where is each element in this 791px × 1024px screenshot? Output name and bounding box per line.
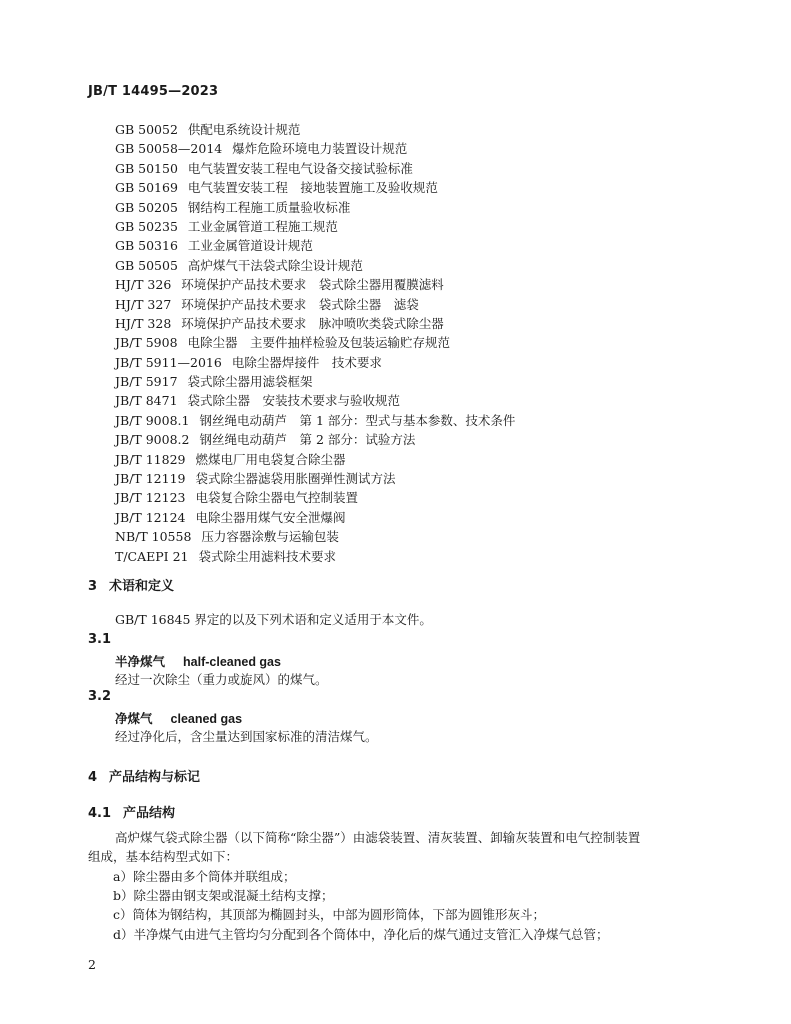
reference-code: GB 50052 <box>115 122 178 137</box>
section-3-intro: GB/T 16845 界定的以及下列术语和定义适用于本文件。 <box>115 612 432 627</box>
reference-code: NB/T 10558 <box>115 529 192 545</box>
reference-title: 电气装置安装工程 接地装置施工及验收规范 <box>187 180 438 196</box>
term-english: cleaned gas <box>170 712 243 726</box>
reference-code: JB/T 12123 <box>115 490 186 506</box>
reference-title: 袋式除尘用滤料技术要求 <box>198 548 337 564</box>
reference-code: GB 50316 <box>115 238 178 254</box>
reference-code: JB/T 9008.1 <box>115 412 190 428</box>
subsection-title: 产品结构 <box>123 806 176 821</box>
reference-code: T/CAEPI 21 <box>115 548 189 564</box>
reference-title: 钢结构工程施工质量验收标准 <box>187 199 351 215</box>
reference-title: 工业金属管道工程施工规范 <box>187 218 338 234</box>
reference-code: GB 50058—2014 <box>115 141 223 157</box>
reference-title: 钢丝绳电动葫芦 第 2 部分：试验方法 <box>199 432 416 448</box>
reference-item <box>115 508 515 527</box>
reference-title: 钢丝绳电动葫芦 第 1 部分：型式与基本参数、技术条件 <box>199 412 516 428</box>
reference-code: HJ/T 327 <box>115 296 172 312</box>
reference-item <box>115 430 515 449</box>
section-number: 3 <box>88 579 98 594</box>
list-item: b）除尘器由钢支架或混凝土结构支撑； <box>113 888 334 904</box>
reference-item <box>115 450 515 469</box>
reference-item <box>115 391 515 410</box>
structure-paragraph-line1: 高炉煤气袋式除尘器（以下简称“除尘器”）由滤袋装置、清灰装置、卸输灰装置和电气控制装置 <box>115 830 641 845</box>
reference-item <box>115 353 515 372</box>
reference-code: JB/T 12124 <box>115 509 186 525</box>
reference-code: JB/T 5917 <box>115 374 178 390</box>
term-chinese: 半净煤气 <box>115 654 166 669</box>
reference-item <box>115 333 515 352</box>
reference-code: JB/T 5908 <box>115 335 178 351</box>
reference-item <box>115 314 515 333</box>
reference-code: JB/T 8471 <box>115 393 178 409</box>
reference-item <box>115 411 515 430</box>
reference-code: JB/T 5911—2016 <box>115 354 222 370</box>
reference-title: 袋式除尘器用滤袋框架 <box>187 374 313 390</box>
list-item: d）半净煤气由进气主管均匀分配到各个筒体中，净化后的煤气通过支管汇入净煤气总管； <box>113 926 609 942</box>
reference-item <box>115 236 515 255</box>
term-definition: 经过净化后，含尘量达到国家标准的清洁煤气。 <box>115 729 378 744</box>
normative-references-list <box>115 120 515 566</box>
term-heading <box>115 652 281 670</box>
section-4-heading <box>88 766 200 785</box>
term-definition: 经过一次除尘（重力或旋风）的煤气。 <box>115 672 328 687</box>
reference-item <box>115 120 515 139</box>
reference-title: 压力容器涂敷与运输包装 <box>201 529 339 545</box>
reference-title: 环境保护产品技术要求 袋式除尘器用覆膜滤料 <box>181 277 444 293</box>
reference-item <box>115 527 515 546</box>
section-number: 4 <box>88 770 98 785</box>
reference-item <box>115 139 515 158</box>
term-english: half-cleaned gas <box>183 655 281 669</box>
term-number: 3.1 <box>88 632 112 647</box>
term-chinese: 净煤气 <box>115 711 153 726</box>
reference-code: GB 50235 <box>115 218 178 234</box>
section-3-heading <box>88 575 174 594</box>
reference-item <box>115 547 515 566</box>
reference-title: 电袋复合除尘器电气控制装置 <box>195 490 358 506</box>
subsection-number: 4.1 <box>88 806 112 821</box>
reference-title: 供配电系统设计规范 <box>187 122 301 137</box>
reference-item <box>115 275 515 294</box>
structure-list <box>113 867 609 944</box>
list-item: c）筒体为钢结构，其顶部为椭圆封头，中部为圆形筒体，下部为圆锥形灰斗； <box>113 907 546 923</box>
reference-item <box>115 178 515 197</box>
reference-item <box>115 217 515 236</box>
reference-code: JB/T 12119 <box>115 471 186 487</box>
reference-title: 环境保护产品技术要求 脉冲喷吹类袋式除尘器 <box>181 315 444 331</box>
structure-paragraph-line2: 组成，基本结构型式如下： <box>88 849 239 864</box>
reference-title: 工业金属管道设计规范 <box>187 238 313 254</box>
reference-code: HJ/T 328 <box>115 315 172 331</box>
reference-item <box>115 469 515 488</box>
reference-item <box>115 159 515 178</box>
reference-title: 袋式除尘器 安装技术要求与验收规范 <box>187 393 401 409</box>
reference-title: 爆炸危险环境电力装置设计规范 <box>232 141 408 157</box>
reference-item <box>115 256 515 275</box>
reference-title: 高炉煤气干法袋式除尘设计规范 <box>187 257 363 273</box>
reference-code: JB/T 11829 <box>115 451 186 467</box>
reference-title: 电气装置安装工程电气设备交接试验标准 <box>187 160 413 176</box>
reference-title: 电除尘器 主要件抽样检验及包装运输贮存规范 <box>187 335 451 351</box>
reference-title: 电除尘器用煤气安全泄爆阀 <box>195 509 346 525</box>
reference-item <box>115 372 515 391</box>
subsection-4-1-heading <box>88 802 175 821</box>
reference-code: HJ/T 326 <box>115 277 172 293</box>
reference-title: 环境保护产品技术要求 袋式除尘器 滤袋 <box>181 296 419 312</box>
section-title: 术语和定义 <box>109 579 175 594</box>
doc-number-header: JB/T 14495—2023 <box>88 84 219 99</box>
section-title: 产品结构与标记 <box>109 770 201 785</box>
page-number: 2 <box>88 957 96 972</box>
reference-title: 电除尘器焊接件 技术要求 <box>231 354 382 370</box>
reference-code: GB 50169 <box>115 180 178 196</box>
reference-code: GB 50505 <box>115 257 178 273</box>
list-item: a）除尘器由多个筒体并联组成； <box>113 869 296 884</box>
reference-item <box>115 488 515 507</box>
reference-item <box>115 198 515 217</box>
reference-title: 燃煤电厂用电袋复合除尘器 <box>195 451 346 467</box>
term-heading <box>115 709 242 727</box>
reference-title: 袋式除尘器滤袋用胀圈弹性测试方法 <box>195 471 396 487</box>
reference-code: JB/T 9008.2 <box>115 432 190 448</box>
reference-code: GB 50150 <box>115 160 178 176</box>
reference-item <box>115 295 515 314</box>
term-number: 3.2 <box>88 689 112 704</box>
reference-code: GB 50205 <box>115 199 178 215</box>
